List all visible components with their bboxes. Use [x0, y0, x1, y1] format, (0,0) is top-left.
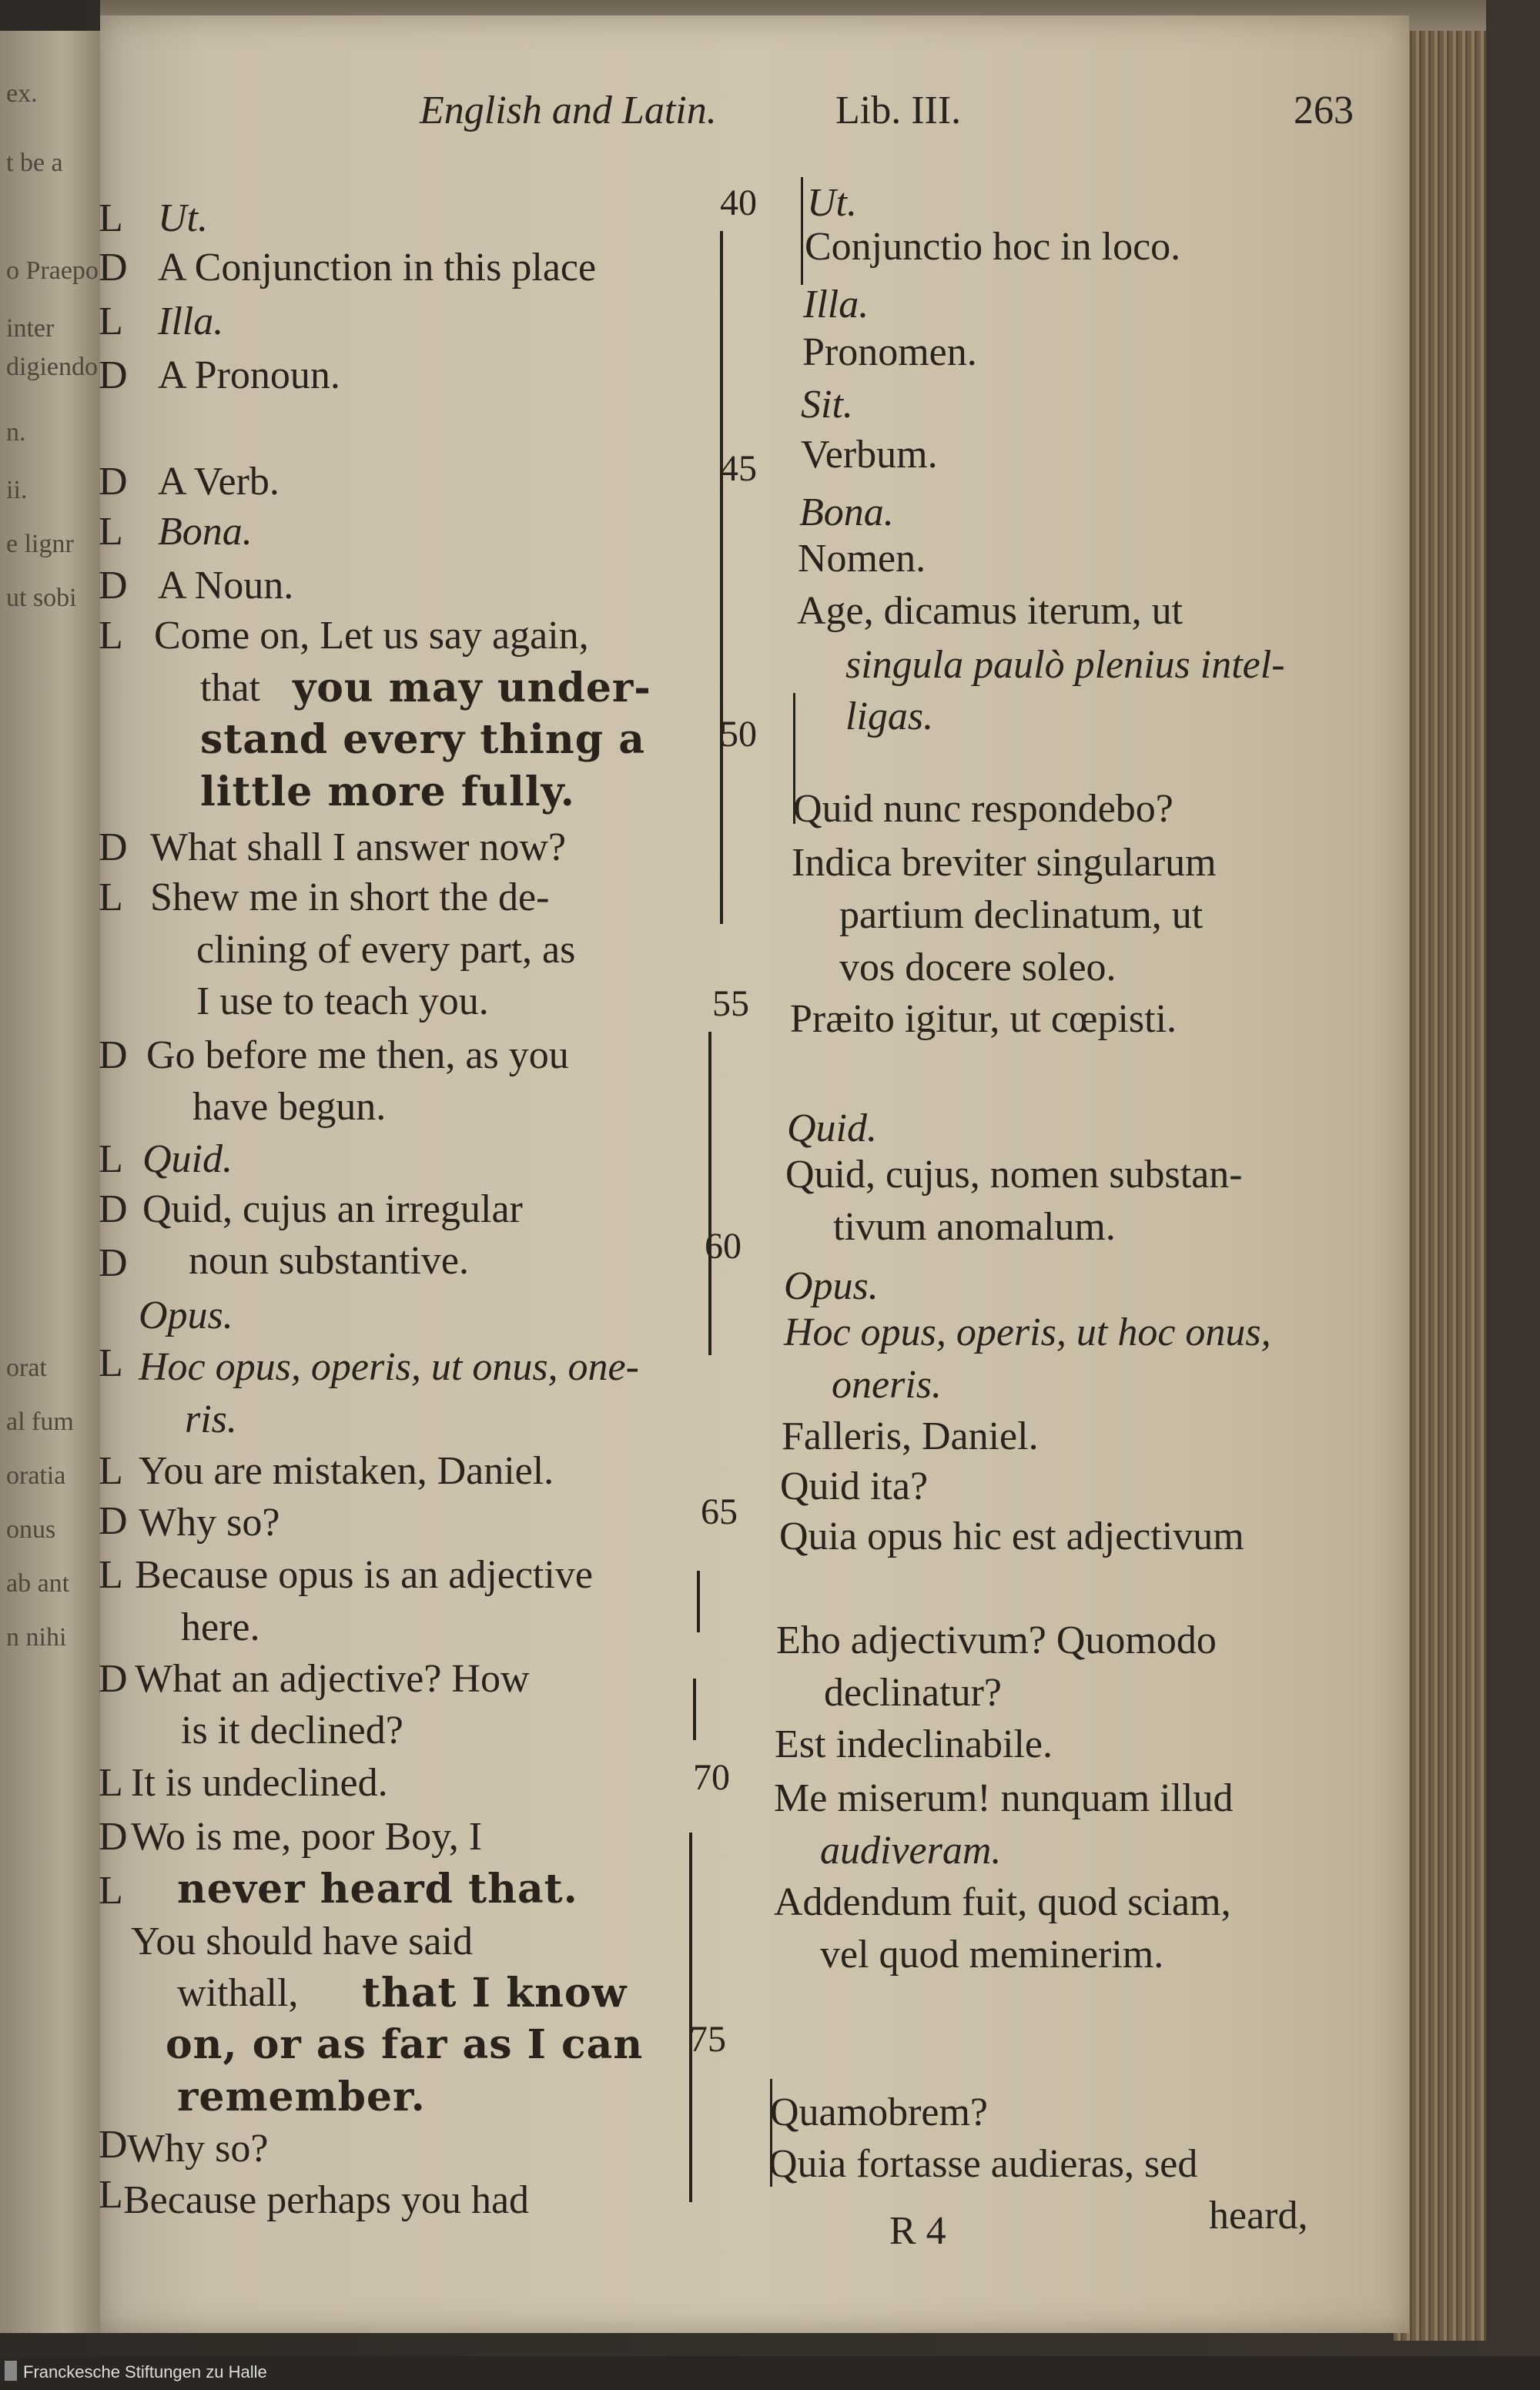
previous-page-fragment: n nihi	[6, 1625, 67, 1651]
previous-page-fragment: digiendo	[6, 354, 98, 380]
english-text-line: Bona.	[158, 510, 253, 554]
english-text-line: Wo is me, poor Boy, I	[131, 1815, 483, 1859]
english-text-line: Why so?	[127, 2127, 269, 2171]
latin-text-line: declinatur?	[824, 1671, 1002, 1715]
speaker-label: L	[99, 1761, 123, 1805]
line-number: 70	[693, 1757, 730, 1798]
english-text-line: Ut.	[158, 196, 208, 240]
line-number: 60	[705, 1226, 742, 1267]
speaker-label: D	[99, 1815, 128, 1859]
latin-text-line: Quia fortasse audieras, sed	[768, 2142, 1198, 2186]
latin-text-line: Quid nunc respondebo?	[793, 787, 1173, 831]
previous-page-fragment: orat	[6, 1355, 47, 1381]
english-text-line: you may under-	[293, 664, 651, 711]
english-text-line: What shall I answer now?	[150, 825, 567, 869]
previous-page-fragment: t be a	[6, 150, 63, 176]
column-rule-left-mid3	[693, 1679, 696, 1740]
column-rule-left-mid2	[697, 1571, 700, 1632]
latin-text-line: Hoc opus, operis, ut hoc onus,	[784, 1310, 1271, 1354]
latin-text-line: oneris.	[832, 1363, 942, 1407]
line-number: 45	[720, 448, 757, 489]
latin-text-line: Indica breviter singularum	[792, 841, 1217, 885]
english-text-line: withall,	[177, 1971, 299, 2015]
previous-page-fragment: onus	[6, 1517, 56, 1543]
english-text-line: You are mistaken, Daniel.	[139, 1449, 554, 1493]
english-text-line: clining of every part, as	[196, 928, 576, 972]
latin-text-line: Ut.	[807, 181, 857, 225]
speaker-label: D	[99, 825, 128, 869]
latin-text-line: Quid.	[787, 1106, 877, 1150]
column-rule-left-mid	[708, 1032, 711, 1355]
latin-text-line: vel quod meminerim.	[820, 1933, 1164, 1977]
catchword: heard,	[1209, 2194, 1308, 2238]
english-text-line: You should have said	[131, 1920, 473, 1963]
latin-text-line: Age, dicamus iterum, ut	[797, 589, 1183, 633]
latin-text-line: Quid ita?	[780, 1464, 929, 1508]
english-text-line: stand every thing a	[200, 716, 645, 763]
english-text-line: Why so?	[139, 1501, 280, 1545]
english-text-line: Shew me in short the de-	[150, 875, 550, 919]
latin-text-line: Quia opus hic est adjectivum	[779, 1515, 1244, 1558]
speaker-label: L	[99, 2173, 123, 2217]
line-number: 40	[720, 182, 757, 223]
speaker-label: L	[99, 875, 123, 919]
english-text-line: It is undeclined.	[131, 1761, 388, 1805]
speaker-label: L	[99, 1869, 123, 1913]
english-text-line: Because perhaps you had	[123, 2178, 530, 2222]
previous-page-fragment: oratia	[6, 1463, 66, 1489]
latin-text-line: Verbum.	[801, 433, 938, 477]
english-text-line: Quid, cujus an irregular	[142, 1187, 523, 1231]
english-text-line: I use to teach you.	[196, 979, 489, 1023]
speaker-label: D	[99, 564, 128, 608]
speaker-label: D	[99, 1187, 128, 1231]
previous-page-fragment: o Praepo	[6, 258, 99, 284]
english-text-line: that I know	[362, 1970, 628, 2017]
latin-text-line: vos docere soleo.	[839, 946, 1116, 989]
latin-text-line: audiveram.	[820, 1829, 1002, 1873]
speaker-label: L	[99, 614, 123, 658]
latin-text-line: Conjunctio hoc in loco.	[805, 225, 1181, 269]
latin-text-line: Bona.	[799, 490, 894, 534]
english-text-line: A Verb.	[158, 460, 280, 504]
english-text-line: Illa.	[158, 300, 224, 343]
speaker-label: L	[99, 1137, 123, 1181]
english-text-line: never heard that.	[177, 1866, 578, 1913]
latin-text-line: Quamobrem?	[770, 2090, 989, 2134]
latin-text-line: Falleris, Daniel.	[782, 1414, 1039, 1458]
english-text-line: Opus.	[139, 1294, 233, 1337]
speaker-label: D	[99, 1657, 128, 1701]
english-text-line: Because opus is an adjective	[135, 1553, 593, 1597]
previous-page-fragment: ii.	[6, 477, 28, 504]
latin-text-line: Eho adjectivum? Quomodo	[776, 1618, 1217, 1662]
line-number: 55	[712, 983, 749, 1024]
line-number: 50	[720, 714, 757, 755]
english-text-line: have begun.	[192, 1085, 387, 1129]
english-text-line: Come on, Let us say again,	[154, 614, 589, 658]
latin-text-line: Præito igitur, ut cœpisti.	[790, 997, 1177, 1041]
previous-page-fragment: ex.	[6, 81, 38, 107]
speaker-label: L	[99, 1553, 123, 1597]
running-head-book: Lib. III.	[835, 89, 962, 132]
speaker-label: D	[99, 1499, 128, 1543]
english-text-line: on, or as far as I can	[166, 2021, 644, 2068]
latin-text-line: partium declinatum, ut	[839, 893, 1204, 937]
latin-text-line: Illa.	[803, 283, 869, 326]
english-text-line: that	[200, 666, 260, 710]
latin-text-line: Addendum fuit, quod sciam,	[774, 1880, 1231, 1924]
previous-page-fragment: e lignr	[6, 531, 74, 557]
english-text-line: little more fully.	[200, 768, 575, 815]
speaker-label: D	[99, 353, 128, 397]
english-text-line: remember.	[177, 2074, 426, 2121]
latin-text-line: Sit.	[801, 383, 853, 427]
english-text-line: Quid.	[142, 1137, 233, 1181]
english-text-line: A Pronoun.	[158, 353, 340, 397]
speaker-label: D	[99, 2123, 128, 2167]
english-text-line: A Conjunction in this place	[158, 246, 597, 290]
latin-text-line: Pronomen.	[802, 330, 977, 374]
previous-page-fragment: n.	[6, 420, 26, 446]
line-number: 65	[701, 1491, 738, 1532]
speaker-label: D	[99, 460, 128, 504]
page-number: 263	[1294, 89, 1354, 132]
latin-text-line: Opus.	[784, 1264, 879, 1308]
line-number: 75	[689, 2019, 726, 2060]
latin-text-line: Quid, cujus, nomen substan-	[785, 1153, 1243, 1197]
column-rule-right-upper	[801, 177, 803, 285]
speaker-label: L	[99, 196, 123, 240]
running-head-title: English and Latin.	[420, 89, 717, 132]
english-text-line: What an adjective? How	[135, 1657, 530, 1701]
previous-page-fragment: ab ant	[6, 1571, 70, 1597]
institution-logo-icon	[5, 2361, 17, 2381]
latin-text-line: ligas.	[845, 695, 934, 738]
previous-page-fragment: al fum	[6, 1409, 74, 1435]
english-text-line: A Noun.	[158, 564, 294, 608]
speaker-label: L	[99, 510, 123, 554]
speaker-label: D	[99, 1241, 128, 1285]
english-text-line: is it declined?	[181, 1709, 403, 1752]
latin-text-line: Nomen.	[798, 537, 926, 581]
speaker-label: D	[99, 246, 128, 290]
speaker-label: D	[99, 1033, 128, 1077]
previous-page-fragment: inter	[6, 316, 55, 342]
speaker-label: L	[99, 1341, 123, 1385]
latin-text-line: tivum anomalum.	[833, 1205, 1116, 1249]
speaker-label: L	[99, 300, 123, 343]
latin-text-line: singula paulò plenius intel-	[845, 643, 1285, 687]
latin-text-line: Me miserum! nunquam illud	[774, 1776, 1234, 1820]
column-rule-left-upper	[720, 231, 723, 924]
speaker-label: L	[99, 1449, 123, 1493]
previous-page-fragment: ut sobi	[6, 585, 77, 611]
english-text-line: Hoc opus, operis, ut onus, one-	[139, 1345, 639, 1389]
column-rule-left-lower	[689, 1833, 692, 2202]
english-text-line: Go before me then, as you	[146, 1033, 569, 1077]
institution-label: Franckesche Stiftungen zu Halle	[23, 2362, 267, 2382]
english-text-line: here.	[181, 1605, 260, 1649]
english-text-line: ris.	[185, 1398, 237, 1441]
latin-text-line: Est indeclinabile.	[775, 1722, 1053, 1766]
english-text-line: noun substantive.	[189, 1239, 469, 1283]
signature-mark: R 4	[889, 2209, 946, 2253]
